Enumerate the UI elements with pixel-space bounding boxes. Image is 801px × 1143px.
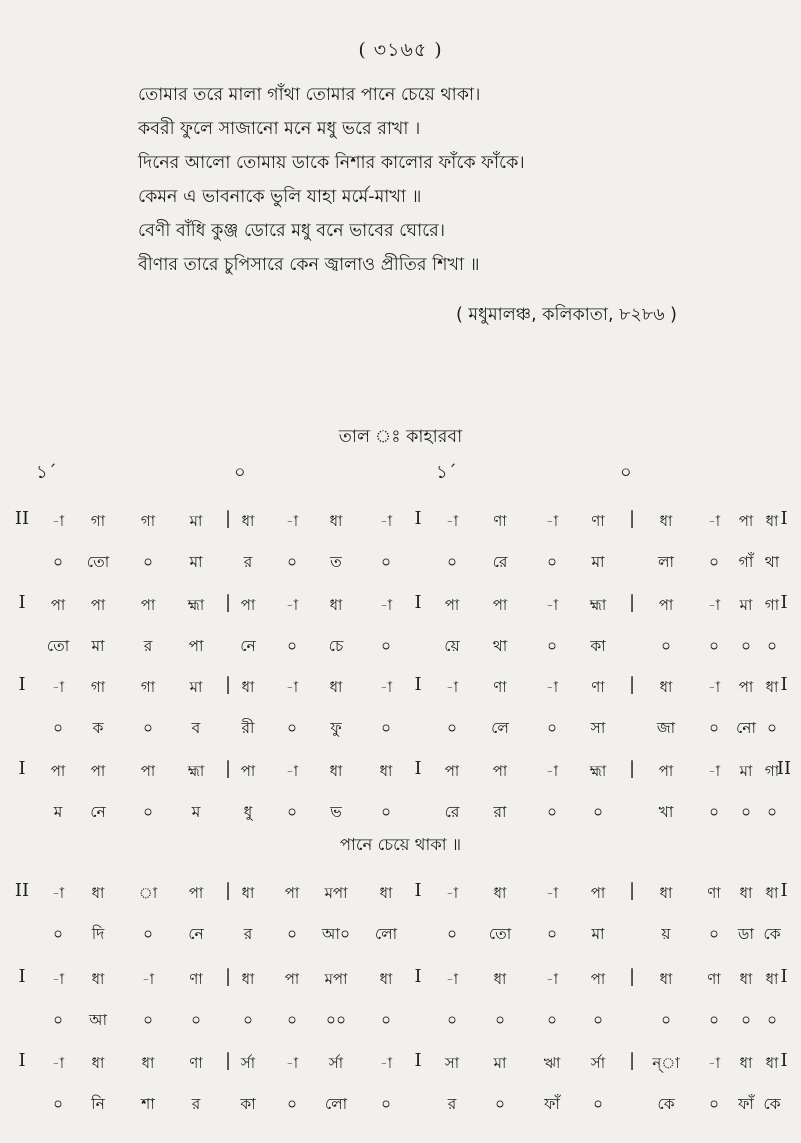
lyric-line: বেণী বাঁধি কুঞ্জ ডোরে মধু বনে ভাবের ঘোরে। — [138, 221, 446, 241]
lyric-line: তোমার তরে মালা গাঁথা তোমার পানে চেয়ে থাকা। — [138, 85, 481, 105]
syllable: ০ — [286, 1095, 298, 1113]
syllable: ০ — [494, 1095, 506, 1113]
swara-note: মপা — [324, 884, 348, 902]
swara-note: -া — [445, 970, 459, 988]
syllable-row — [0, 922, 801, 956]
syllable: ০ — [52, 719, 64, 737]
swara-note: -া — [51, 884, 65, 902]
bar-line: I — [414, 508, 422, 529]
swara-note: ধা — [329, 596, 343, 614]
swara-note: ধা — [765, 884, 779, 902]
notation-caption: পানে চেয়ে থাকা ॥ — [339, 835, 462, 854]
bar-line: | — [224, 966, 232, 987]
syllable: ০ — [660, 1011, 672, 1029]
syllable: ০ — [708, 925, 720, 943]
swara-note: -া — [379, 512, 393, 530]
swara-note: -া — [51, 1054, 65, 1072]
swara-note: ধা — [241, 970, 255, 988]
swara-note: -া — [707, 678, 721, 696]
syllable: ০ — [740, 637, 752, 655]
swara-note: -া — [545, 762, 559, 780]
swara-note: ধা — [659, 512, 673, 530]
syllable: ০ — [286, 553, 298, 571]
swara-note: -া — [51, 512, 65, 530]
taal-title: তাল ঃ কাহারবা — [338, 427, 463, 447]
swara-note: ধা — [739, 970, 753, 988]
lyrics-block — [138, 78, 738, 282]
swara-note: পা — [492, 762, 508, 780]
swara-note: পা — [658, 762, 674, 780]
bar-line: I — [414, 880, 422, 901]
syllable: ব — [191, 719, 201, 737]
swara-note: ধা — [739, 1054, 753, 1072]
swara-row — [0, 760, 801, 794]
lyric-line: কবরী ফুলে সাজানো মনে মধু ভরে রাখা । — [138, 119, 421, 139]
syllable-row — [0, 1008, 801, 1042]
bar-line: II — [14, 880, 30, 901]
syllable: গাঁ — [738, 553, 754, 571]
syllable: ০ — [546, 553, 558, 571]
syllable: আ — [88, 1011, 108, 1029]
swara-note: -া — [545, 512, 559, 530]
swara-note: পা — [50, 762, 66, 780]
syllable: রে — [444, 803, 460, 821]
syllable: ০ — [380, 553, 392, 571]
swara-note: ধা — [493, 970, 507, 988]
swara-note: পা — [90, 762, 106, 780]
syllable-row — [0, 716, 801, 750]
song-number: ( ৩১৬৫ ) — [358, 39, 443, 61]
syllable: র — [447, 1095, 457, 1113]
swara-note: -া — [51, 970, 65, 988]
syllable: ০ — [286, 803, 298, 821]
swara-note: ধা — [379, 884, 393, 902]
swara-note: হ্মা — [589, 596, 607, 614]
swara-note: পা — [240, 596, 256, 614]
swara-note: মা — [493, 1054, 507, 1072]
syllable: ০ — [446, 553, 458, 571]
syllable: য়ে — [444, 637, 460, 655]
swara-note: ধা — [241, 512, 255, 530]
syllable: ০ — [766, 803, 778, 821]
syllable: ০ — [740, 1011, 752, 1029]
syllable: তো — [86, 553, 110, 571]
syllable: ০ — [766, 637, 778, 655]
swara-note: গা — [140, 512, 156, 530]
bar-line: | — [224, 674, 232, 695]
syllable: ০ — [766, 1011, 778, 1029]
syllable: ০ — [708, 637, 720, 655]
bar-line: | — [628, 508, 636, 529]
bar-line: I — [414, 966, 422, 987]
syllable: মা — [591, 925, 605, 943]
swara-note: ধা — [91, 1054, 105, 1072]
swara-note: ধা — [379, 762, 393, 780]
swara-note: -া — [285, 596, 299, 614]
syllable: চে — [328, 637, 344, 655]
syllable: লো — [324, 1095, 348, 1113]
syllable: লো — [374, 925, 398, 943]
syllable: ০ — [380, 637, 392, 655]
syllable: নো — [735, 719, 757, 737]
swara-note: পা — [738, 678, 754, 696]
swara-note: ঋা — [543, 1054, 561, 1072]
syllable: ফাঁ — [544, 1095, 560, 1113]
beat-marker: ০ — [620, 462, 632, 483]
syllable: য় — [661, 925, 671, 943]
swara-note: ধা — [739, 884, 753, 902]
swara-note: ণা — [493, 512, 507, 530]
swara-note: পা — [590, 884, 606, 902]
syllable: ০ — [142, 1011, 154, 1029]
syllable-row — [0, 550, 801, 584]
swara-note: -া — [545, 596, 559, 614]
syllable: ০ — [546, 803, 558, 821]
beat-marker: ১´ — [436, 462, 457, 483]
syllable: ডা — [738, 925, 754, 943]
swara-note: পা — [658, 596, 674, 614]
bar-line: I — [780, 880, 788, 901]
bar-line: I — [780, 1050, 788, 1071]
syllable: লা — [657, 553, 675, 571]
syllable: ০ — [446, 925, 458, 943]
syllable: কা — [590, 637, 606, 655]
syllable: ০ — [380, 803, 392, 821]
swara-note: র্সা — [240, 1054, 256, 1072]
swara-note: -া — [141, 970, 155, 988]
swara-note: ণা — [189, 1054, 203, 1072]
syllable: ০ — [190, 1011, 202, 1029]
swara-note: -া — [445, 512, 459, 530]
bar-line: | — [628, 674, 636, 695]
swara-note: মা — [189, 512, 203, 530]
swara-note: -া — [545, 678, 559, 696]
swara-note: -া — [51, 678, 65, 696]
lyric-line: কেমন এ ভাবনাকে ভুলি যাহা মর্মে-মাখা ॥ — [138, 187, 422, 207]
syllable: ০ — [142, 553, 154, 571]
swara-note: পা — [50, 596, 66, 614]
syllable: ০ — [708, 803, 720, 821]
source-citation: ( মধুমালঞ্চ, কলিকাতা, ৮২৮৬ ) — [456, 305, 677, 325]
syllable: ০ — [142, 719, 154, 737]
syllable: কা — [240, 1095, 256, 1113]
syllable: সা — [590, 719, 606, 737]
syllable: ০ — [592, 1011, 604, 1029]
swara-note: -া — [379, 1054, 393, 1072]
swara-row — [0, 1052, 801, 1086]
swara-row — [0, 968, 801, 1002]
swara-note: পা — [90, 596, 106, 614]
swara-note: -া — [379, 678, 393, 696]
swara-note: র্সা — [328, 1054, 344, 1072]
swara-note: ণা — [189, 970, 203, 988]
beat-marker: ১´ — [36, 462, 57, 483]
syllable: রে — [492, 553, 508, 571]
swara-note: া — [138, 884, 158, 902]
swara-note: -া — [445, 884, 459, 902]
swara-note: ধা — [241, 884, 255, 902]
swara-row — [0, 510, 801, 544]
swara-note: র্সা — [590, 1054, 606, 1072]
bar-line: | — [628, 758, 636, 779]
syllable: ০ — [546, 925, 558, 943]
swara-note: -া — [285, 762, 299, 780]
swara-note: ধা — [765, 1054, 779, 1072]
swara-note: সা — [444, 1054, 460, 1072]
swara-note: ধা — [329, 762, 343, 780]
swara-note: ণা — [707, 884, 721, 902]
syllable: শা — [141, 1095, 155, 1113]
bar-line: | — [224, 1050, 232, 1071]
bar-line: | — [224, 880, 232, 901]
swara-note: ণা — [591, 512, 605, 530]
syllable: ০ — [708, 553, 720, 571]
syllable: ০ — [52, 1095, 64, 1113]
swara-note: গা — [764, 762, 780, 780]
swara-note: পা — [444, 596, 460, 614]
syllable: নি — [91, 1095, 105, 1113]
syllable: নে — [90, 803, 106, 821]
syllable: ০০ — [325, 1011, 347, 1029]
syllable: ০ — [286, 637, 298, 655]
syllable: থা — [764, 553, 780, 571]
swara-row — [0, 882, 801, 916]
lyric-line: বীণার তারে চুপিসারে কেন জ্বালাও প্রীতির শিখা ॥ — [138, 255, 480, 275]
swara-note: পা — [738, 512, 754, 530]
syllable: ০ — [142, 803, 154, 821]
syllable: ০ — [660, 637, 672, 655]
swara-note: পা — [284, 884, 300, 902]
bar-line: | — [628, 1050, 636, 1071]
syllable: ০ — [286, 1011, 298, 1029]
swara-note: -া — [707, 596, 721, 614]
syllable: কে — [657, 1095, 675, 1113]
swara-note: -া — [285, 512, 299, 530]
syllable: ০ — [52, 925, 64, 943]
swara-note: ধা — [493, 884, 507, 902]
swara-note: -া — [707, 1054, 721, 1072]
swara-note: মপা — [324, 970, 348, 988]
bar-line: II — [776, 758, 792, 779]
syllable: ০ — [708, 719, 720, 737]
syllable: থা — [492, 637, 508, 655]
syllable: ত — [330, 553, 342, 571]
bar-line: I — [18, 758, 26, 779]
bar-line: I — [414, 592, 422, 613]
swara-note: -া — [707, 762, 721, 780]
swara-note: -া — [285, 1054, 299, 1072]
swara-note: ধা — [91, 970, 105, 988]
swara-note: ধা — [765, 970, 779, 988]
syllable: ০ — [446, 1011, 458, 1029]
syllable: ফাঁ — [738, 1095, 754, 1113]
syllable: ভ — [330, 803, 342, 821]
syllable: ০ — [142, 925, 154, 943]
lyric-line: দিনের আলো তোমায় ডাকে নিশার কালোর ফাঁকে ফাঁকে। — [138, 153, 525, 173]
swara-note: পা — [188, 884, 204, 902]
syllable: খা — [658, 803, 674, 821]
bar-line: | — [224, 592, 232, 613]
syllable: জা — [656, 719, 676, 737]
swara-note: ধা — [329, 512, 343, 530]
syllable: মা — [91, 637, 105, 655]
bar-line: I — [780, 966, 788, 987]
bar-line: I — [414, 758, 422, 779]
swara-note: ধা — [379, 970, 393, 988]
swara-note: ধা — [659, 678, 673, 696]
bar-line: I — [414, 1050, 422, 1071]
swara-note: -া — [545, 970, 559, 988]
bar-line: | — [224, 508, 232, 529]
syllable: রা — [493, 803, 507, 821]
syllable: দি — [91, 925, 105, 943]
syllable: ০ — [380, 719, 392, 737]
swara-note: গা — [140, 678, 156, 696]
bar-line: | — [628, 880, 636, 901]
syllable: ক — [92, 719, 104, 737]
syllable: পা — [188, 637, 204, 655]
syllable: লে — [491, 719, 509, 737]
syllable: র — [243, 925, 253, 943]
swara-note: পা — [444, 762, 460, 780]
bar-line: | — [628, 966, 636, 987]
swara-note: পা — [240, 762, 256, 780]
swara-note: হ্মা — [187, 762, 205, 780]
syllable: ০ — [52, 553, 64, 571]
swara-note: হ্মা — [589, 762, 607, 780]
bar-line: I — [18, 592, 26, 613]
beat-marker: ০ — [234, 462, 246, 483]
syllable: ০ — [494, 1011, 506, 1029]
syllable: ০ — [708, 1095, 720, 1113]
bar-line: II — [14, 508, 30, 529]
syllable: আ০ — [321, 925, 351, 943]
bar-line: I — [18, 1050, 26, 1071]
syllable: ০ — [546, 637, 558, 655]
swara-note: পা — [284, 970, 300, 988]
syllable: র — [143, 637, 153, 655]
swara-note: পা — [140, 596, 156, 614]
swara-row — [0, 676, 801, 710]
syllable: কে — [763, 1095, 781, 1113]
bar-line: I — [18, 966, 26, 987]
bar-line: I — [780, 592, 788, 613]
syllable: ০ — [242, 1011, 254, 1029]
syllable: ম — [53, 803, 63, 821]
bar-line: I — [18, 674, 26, 695]
syllable: ০ — [592, 803, 604, 821]
syllable: মা — [591, 553, 605, 571]
syllable: ০ — [446, 719, 458, 737]
syllable-row — [0, 800, 801, 834]
syllable: মা — [189, 553, 203, 571]
syllable: ম — [191, 803, 201, 821]
swara-note: হ্মা — [187, 596, 205, 614]
syllable: ০ — [740, 803, 752, 821]
swara-note: পা — [590, 970, 606, 988]
swara-note: ধা — [765, 678, 779, 696]
swara-note: গা — [90, 512, 106, 530]
swara-note: -া — [545, 884, 559, 902]
syllable: ০ — [380, 1011, 392, 1029]
swara-note: ধা — [659, 970, 673, 988]
syllable: নে — [240, 637, 256, 655]
swara-note: -া — [379, 596, 393, 614]
swara-note: গা — [90, 678, 106, 696]
swara-note: মা — [739, 596, 753, 614]
bar-line: I — [780, 674, 788, 695]
swara-note: ধা — [241, 678, 255, 696]
swara-note: গা — [764, 596, 780, 614]
syllable: নে — [188, 925, 204, 943]
syllable: ধু — [243, 803, 253, 821]
syllable: তো — [488, 925, 512, 943]
swara-note: পা — [140, 762, 156, 780]
swara-note: মা — [739, 762, 753, 780]
syllable: ০ — [286, 719, 298, 737]
syllable: ০ — [546, 1011, 558, 1029]
syllable-row — [0, 1092, 801, 1126]
syllable: র — [243, 553, 253, 571]
bar-line: I — [414, 674, 422, 695]
syllable: ০ — [766, 719, 778, 737]
swara-note: ধা — [659, 884, 673, 902]
syllable-row — [0, 634, 801, 668]
syllable: ০ — [286, 925, 298, 943]
swara-note: ণা — [707, 970, 721, 988]
syllable: ০ — [380, 1095, 392, 1113]
syllable: ০ — [546, 719, 558, 737]
syllable: তো — [46, 637, 70, 655]
swara-note: ধা — [765, 512, 779, 530]
swara-note: -া — [445, 678, 459, 696]
swara-note: পা — [492, 596, 508, 614]
syllable: ০ — [708, 1011, 720, 1029]
swara-note: ধা — [141, 1054, 155, 1072]
swara-note: ন্া — [652, 1054, 680, 1072]
swara-note: -া — [707, 512, 721, 530]
swara-note: ণা — [493, 678, 507, 696]
swara-note: মা — [189, 678, 203, 696]
syllable: ফু — [330, 719, 342, 737]
syllable: ০ — [592, 1095, 604, 1113]
syllable: কে — [763, 925, 781, 943]
swara-note: ণা — [591, 678, 605, 696]
bar-line: | — [224, 758, 232, 779]
syllable: ০ — [52, 1011, 64, 1029]
swara-row — [0, 594, 801, 628]
swara-note: -া — [285, 678, 299, 696]
bar-line: | — [628, 592, 636, 613]
bar-line: I — [780, 508, 788, 529]
syllable: র — [191, 1095, 201, 1113]
swara-note: ধা — [329, 678, 343, 696]
syllable: রী — [241, 719, 255, 737]
swara-note: ধা — [91, 884, 105, 902]
